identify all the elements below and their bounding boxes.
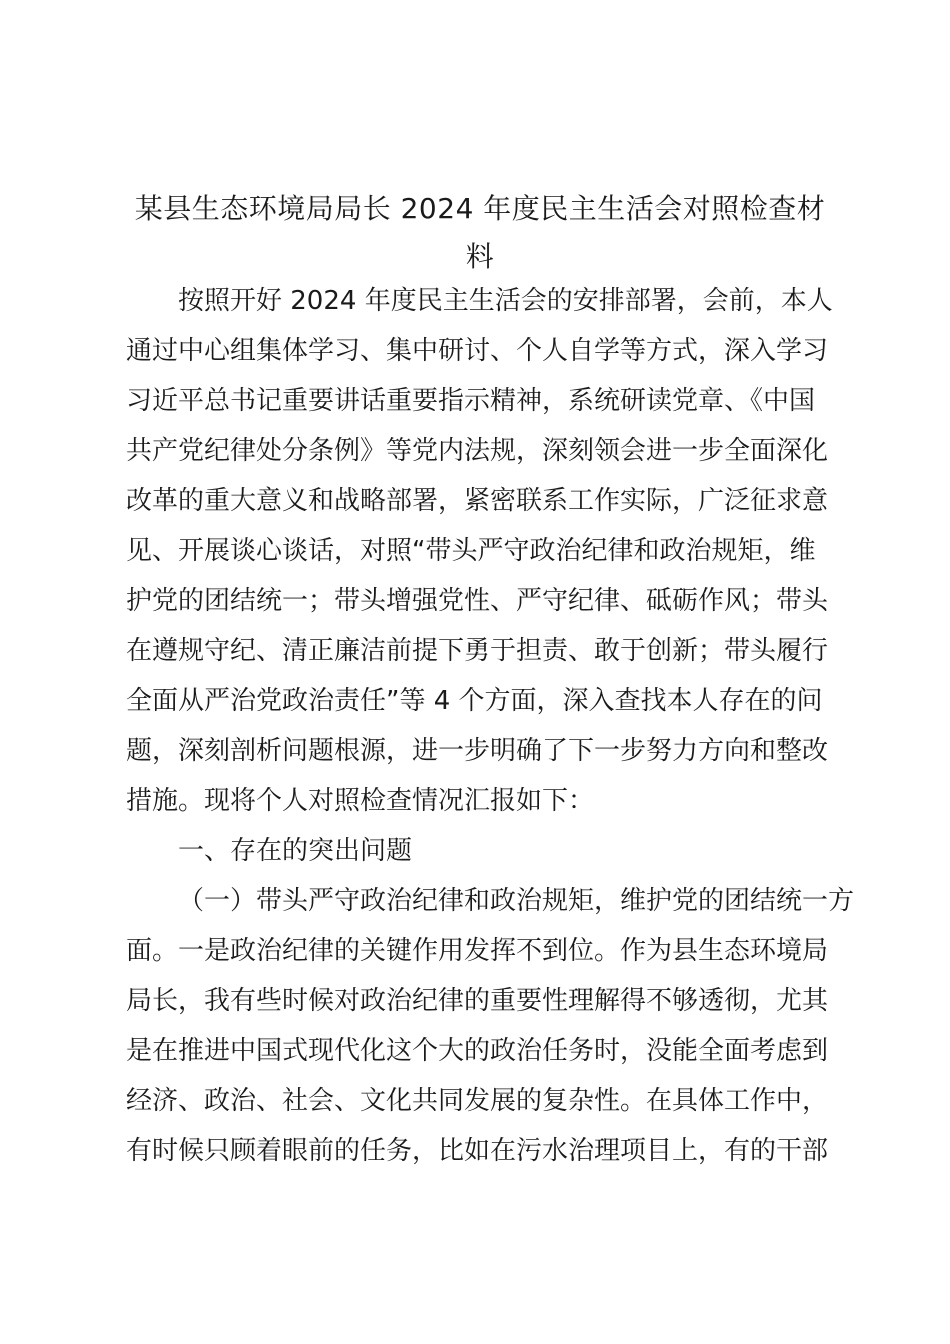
- paragraph-line: 通过中心组集体学习、集中研讨、个人自学等方式，深入学习: [126, 336, 829, 366]
- document-title-line-1: 某县生态环境局局长 2024 年度民主生活会对照检查材: [134, 192, 826, 225]
- paragraph-line: 有时候只顾着眼前的任务，比如在污水治理项目上，有的干部: [126, 1136, 829, 1166]
- paragraph-line: 是在推进中国式现代化这个大的政治任务时，没能全面考虑到: [126, 1036, 829, 1066]
- paragraph-line: 护党的团结统一；带头增强党性、严守纪律、砥砺作风；带头: [126, 586, 829, 616]
- paragraph-line: 经济、政治、社会、文化共同发展的复杂性。在具体工作中，: [126, 1086, 829, 1116]
- paragraph-line: 题，深刻剖析问题根源，进一步明确了下一步努力方向和整改: [126, 736, 829, 766]
- paragraph-line: 局长，我有些时候对政治纪律的重要性理解得不够透彻，尤其: [126, 986, 829, 1016]
- section-heading: 一、存在的突出问题: [178, 836, 413, 866]
- paragraph-line: 共产党纪律处分条例》等党内法规，深刻领会进一步全面深化: [126, 436, 829, 466]
- document-title-line-2: 料: [465, 240, 495, 273]
- paragraph-line: （一）带头严守政治纪律和政治规矩，维护党的团结统一方: [178, 886, 855, 916]
- paragraph-line: 见、开展谈心谈话，对照“带头严守政治纪律和政治规矩，维: [126, 536, 816, 566]
- paragraph-line: 全面从严治党政治责任”等 4 个方面，深入查找本人存在的问: [126, 686, 823, 716]
- paragraph-line: 措施。现将个人对照检查情况汇报如下：: [126, 786, 595, 816]
- paragraph-line: 按照开好 2024 年度民主生活会的安排部署，会前，本人: [178, 286, 833, 316]
- paragraph-line: 改革的重大意义和战略部署，紧密联系工作实际，广泛征求意: [126, 486, 829, 516]
- paragraph-line: 面。一是政治纪律的关键作用发挥不到位。作为县生态环境局: [126, 936, 829, 966]
- paragraph-line: 在遵规守纪、清正廉洁前提下勇于担责、敢于创新；带头履行: [126, 636, 829, 666]
- paragraph-line: 习近平总书记重要讲话重要指示精神，系统研读党章、《中国: [126, 386, 816, 416]
